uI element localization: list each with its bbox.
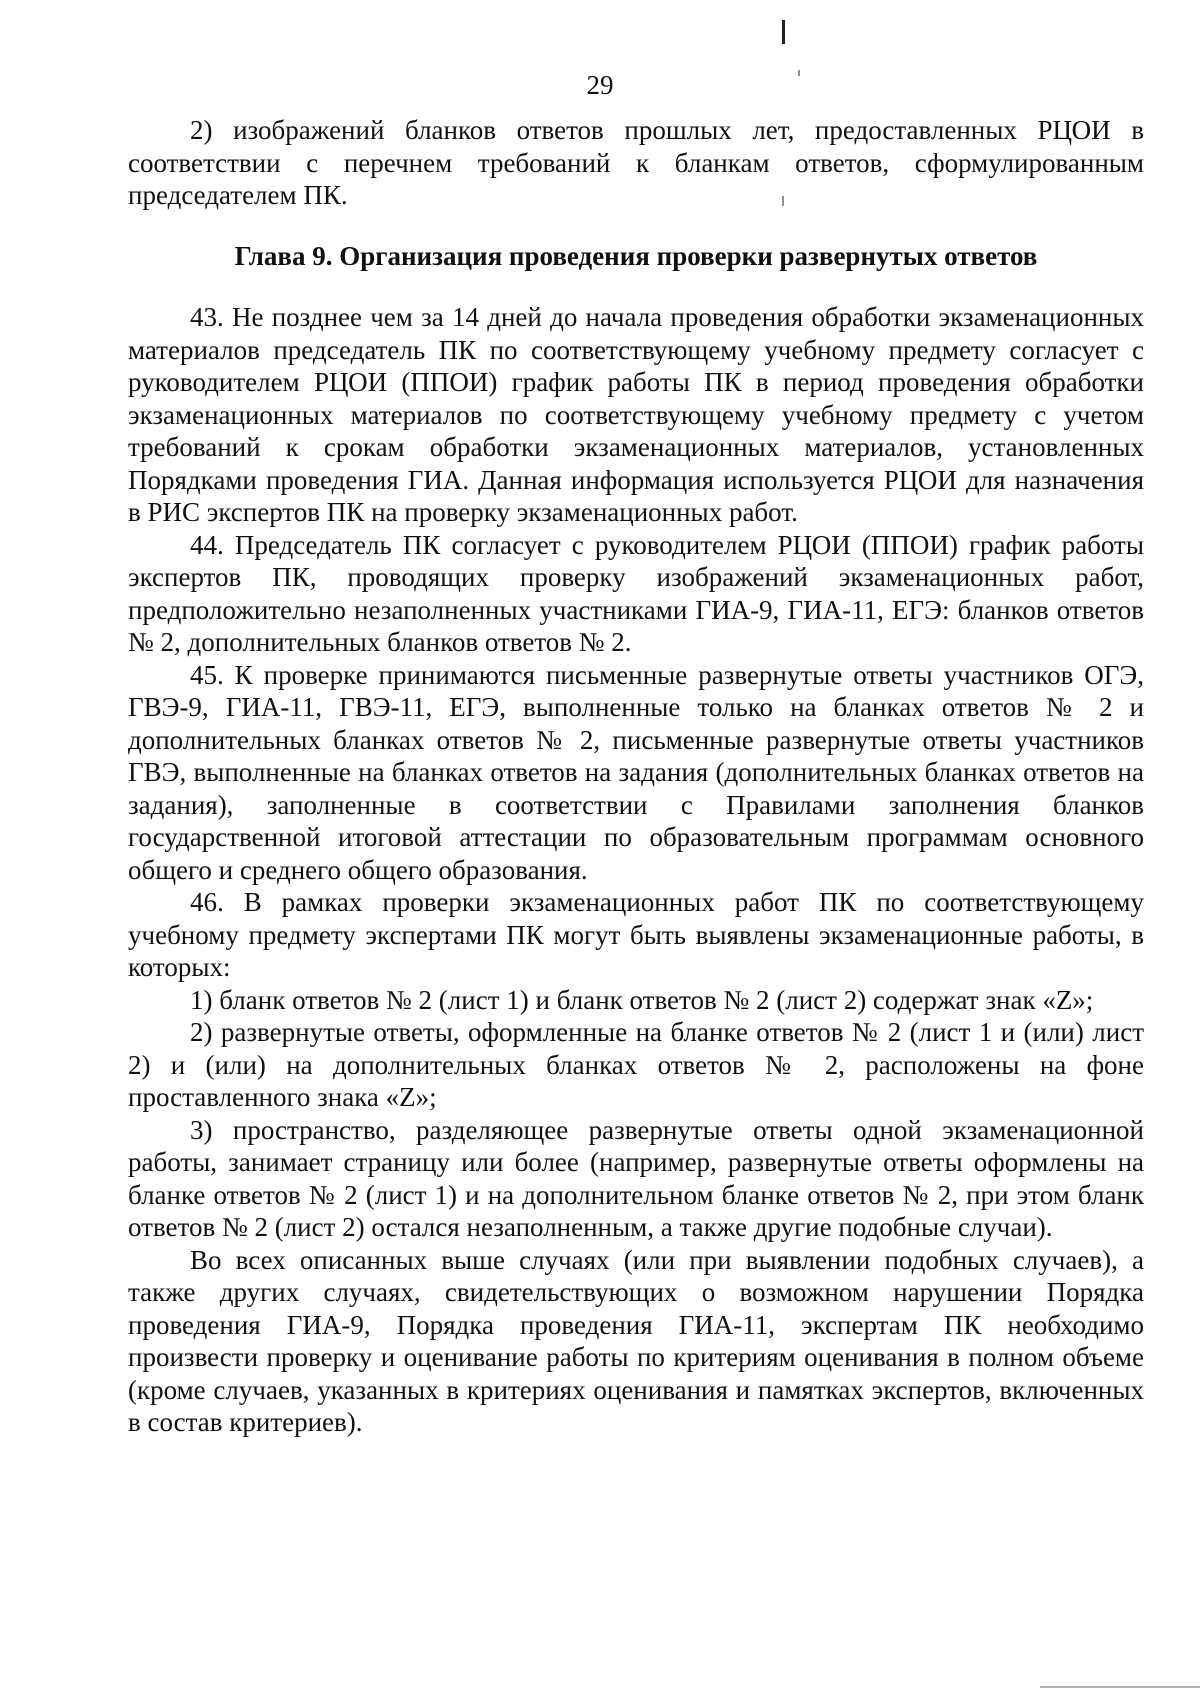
paragraph-45: 45. К проверке принимаются письменные развернутые ответы участников ОГЭ, ГВЭ-9, ГИА-11, ГВЭ-11, ЕГЭ, выполненные только на бланках ответов № 2 и дополнительных бланках ответов № 2, письменные развернутые ответы участников ГВЭ, выполненные на бланках ответов на задания (дополнительных бланках ответов на задания), заполненные в соответствии с Правилами заполнения бланков государственной итоговой аттестации по образовательным программам основного общего и среднего общего образования.: [128, 659, 1144, 885]
scan-artifact-edge: [1040, 1686, 1200, 1688]
paragraph-46-item-3: 3) пространство, разделяющее развернутые ответы одной экзаменационной работы, занимает страницу или более (например, развернутые ответы оформлены на бланке ответов № 2 (лист 1) и на дополнительном бланке ответов № 2, при этом бланк ответов № 2 (лист 2) остался незаполненным, а также другие подобные случаи).: [128, 1114, 1144, 1242]
paragraph-46-item-1: 1) бланк ответов № 2 (лист 1) и бланк ответов № 2 (лист 2) содержат знак «Z»;: [190, 984, 1094, 1015]
paragraph-46-item-2: 2) развернутые ответы, оформленные на бланке ответов № 2 (лист 1 и (или) лист 2) и (или) на дополнительных бланках ответов № 2, расположены на фоне проставленного знака «Z»;: [128, 1017, 1144, 1112]
paragraph-44: 44. Председатель ПК согласует с руководителем РЦОИ (ППОИ) график работы экспертов ПК, проводящих проверку изображений экзаменационных работ, предположительно незаполненных участниками ГИА-9, ГИА-11, ЕГЭ: бланков ответов № 2, дополнительных бланков ответов № 2.: [128, 529, 1144, 657]
page-number: 29: [586, 70, 614, 100]
scan-artifact-mark: [782, 20, 785, 44]
paragraph-item-2: 2) изображений бланков ответов прошлых лет, предоставленных РЦОИ в соответствии с перечнем требований к бланкам ответов, сформулированным председателем ПК.: [128, 115, 1144, 210]
document-body: [128, 114, 1144, 1439]
chapter-heading: Глава 9. Организация проведения проверки развернутых ответов: [234, 240, 1038, 271]
paragraph-43: 43. Не позднее чем за 14 дней до начала проведения обработки экзаменационных материалов председатель ПК по соответствующему учебному предмету согласует с руководителем РЦОИ (ППОИ) график работы ПК в период проведения обработки экзаменационных материалов по соответствующему учебному предмету с учетом требований к срокам обработки экзаменационных материалов, установленных Порядками проведения ГИА. Данная информация используется РЦОИ для назначения в РИС экспертов ПК на проверку экзаменационных работ.: [128, 302, 1144, 527]
paragraph-46: 46. В рамках проверки экзаменационных работ ПК по соответствующему учебному предмету экспертами ПК могут быть выявлены экзаменационные работы, в которых:: [128, 887, 1144, 982]
paragraph-final: Во всех описанных выше случаях (или при выявлении подобных случаев), а также других случаях, свидетельствующих о возможном нарушении Порядка проведения ГИА-9, Порядка проведения ГИА-11, экспертам ПК необходимо произвести проверку и оценивание работы по критериям оценивания в полном объеме (кроме случаев, указанных в критериях оценивания и памятках экспертов, включенных в состав критериев).: [128, 1244, 1144, 1437]
